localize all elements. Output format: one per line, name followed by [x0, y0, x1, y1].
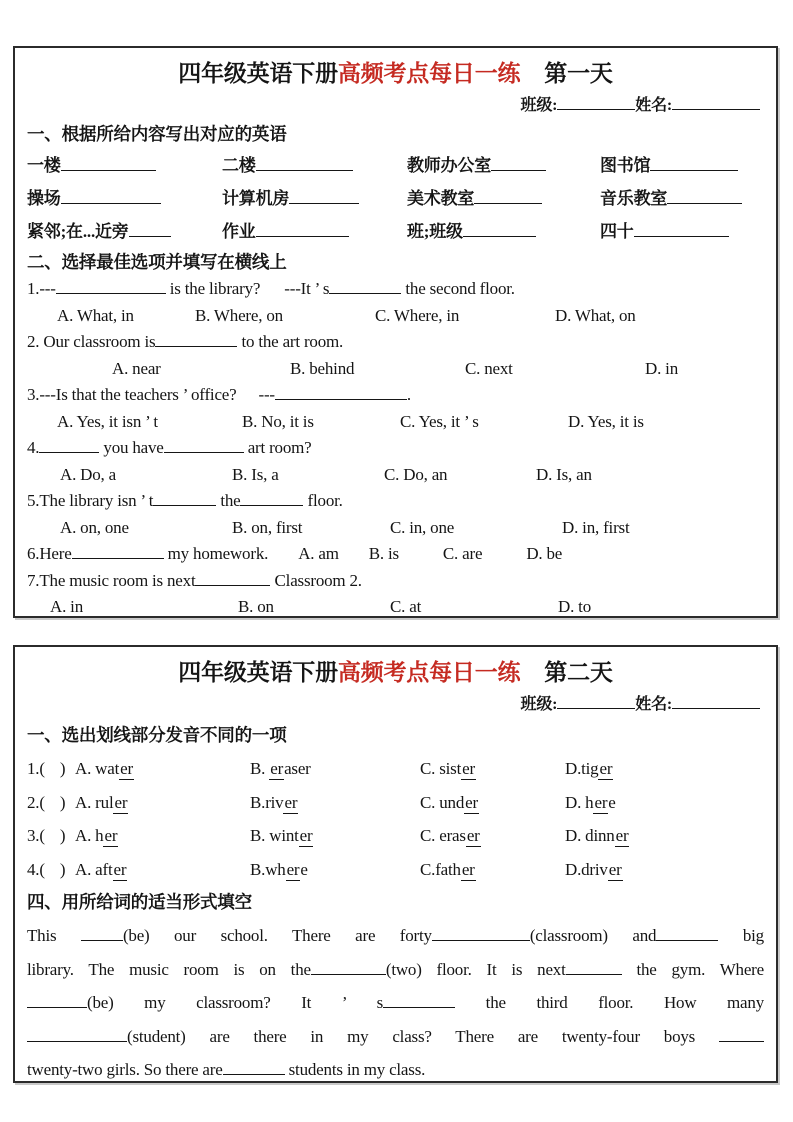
question-6 [27, 541, 764, 568]
text-run: 3.---Is that the teachers ’ office? [27, 385, 237, 404]
text-run: the [216, 491, 241, 510]
text-run: A. wat [75, 759, 120, 778]
underlined-text: er [284, 792, 298, 812]
text-run: the second floor. [401, 279, 515, 298]
text-run: D. Yes, it is [568, 411, 644, 431]
day1-name-label: 姓名: [635, 97, 672, 114]
text-run: 5.The library isn ’ t [27, 491, 154, 510]
text-run: . [406, 385, 411, 404]
cell [250, 786, 420, 820]
cell [57, 409, 242, 436]
vocab-row-1 [27, 149, 764, 182]
day1-title-day: 第一天 [544, 61, 613, 86]
phonics-row-4 [27, 853, 764, 887]
underlined-text: er [461, 859, 475, 879]
cell [565, 819, 685, 853]
blank-line [155, 331, 237, 347]
text-run: 4.( [27, 859, 45, 879]
day1-class-blank [557, 95, 635, 110]
text-run: 2.( [27, 792, 45, 812]
text-run: D. to [558, 597, 592, 616]
text-run: A. near [112, 358, 161, 378]
day2-card [13, 645, 778, 1083]
text-run: 1.( [27, 759, 45, 778]
text-run: A. aft [75, 859, 113, 879]
phonics-row-3 [27, 819, 764, 853]
blank-line [667, 188, 742, 204]
text-run: 2. Our classroom is [27, 332, 156, 351]
cell [242, 409, 400, 436]
cell [400, 409, 568, 436]
blank-line [256, 155, 353, 171]
text-run: (student) are there in my class? There are twenty-four boys [127, 1026, 719, 1046]
text-run: you have [99, 438, 164, 457]
vocab-row-2 [27, 182, 764, 215]
text-run: (be) our school. There are forty [122, 926, 432, 945]
cell [420, 752, 565, 786]
label-text: 紧邻;在...近旁 [27, 222, 129, 241]
cell [555, 303, 665, 330]
text-run: D. in, first [562, 517, 630, 537]
blank-line [27, 1026, 127, 1042]
cell [375, 303, 555, 330]
blank-line [491, 155, 546, 171]
day1-content [27, 119, 764, 621]
text-run: B. behind [290, 358, 355, 378]
spacer [482, 558, 526, 559]
text-run: A. am [298, 544, 339, 563]
cell [27, 149, 222, 182]
blank-line [656, 925, 718, 941]
text-run: ---It ’ s [284, 279, 330, 298]
section-1-heading: 一、根据所给内容写出对应的英语 [27, 124, 287, 144]
blank-line [164, 437, 244, 453]
day1-title [27, 56, 764, 92]
cloze-line-4 [27, 1020, 764, 1054]
cell [232, 462, 384, 489]
spacer [260, 293, 284, 294]
cell [57, 303, 195, 330]
text-run: (classroom) and [529, 926, 657, 945]
text-run: D. Is, an [536, 464, 592, 484]
blank-line [39, 437, 99, 453]
blank-line [650, 155, 738, 171]
question-7 [27, 568, 764, 595]
cell [465, 356, 645, 383]
text-run: 6.Here [27, 544, 72, 563]
question-3-options [27, 409, 764, 436]
text-run: B. Is, a [232, 464, 279, 484]
text-run: the third floor. How many [455, 993, 764, 1012]
cell [536, 462, 646, 489]
blank-line [474, 188, 542, 204]
day2-idline [27, 691, 764, 718]
underlined-text: er [615, 826, 629, 845]
cell [407, 215, 600, 248]
cell [232, 515, 390, 542]
text-run: 1.--- [27, 279, 56, 298]
underlined-text: er [270, 759, 284, 778]
text-run: 7.The music room is next [27, 570, 196, 590]
underlined-text: er [120, 759, 133, 778]
blank-line [195, 570, 270, 586]
text-run: D.driv [565, 859, 608, 879]
text-run: C. are [442, 544, 483, 563]
label-text: 美术教室 [407, 189, 475, 208]
text-run: D. be [526, 544, 563, 563]
blank-line [153, 490, 216, 506]
blank-line [311, 959, 386, 975]
cell [558, 594, 658, 621]
question-5-options [27, 515, 764, 542]
text-run: library. The music room is on the [27, 959, 311, 979]
day1-name-blank [672, 95, 760, 110]
cell [420, 786, 565, 820]
text-run: --- [258, 385, 275, 404]
question-2-options [27, 356, 764, 383]
cell [250, 819, 420, 853]
text-run: is the library? [165, 279, 261, 298]
text-run: C.fath [420, 859, 461, 879]
text-run: to the art room. [237, 332, 344, 351]
cell [75, 819, 250, 853]
spacer [45, 840, 60, 841]
cell [290, 356, 465, 383]
day1-idline [27, 92, 764, 119]
blank-line [383, 992, 455, 1008]
underlined-text: er [462, 759, 475, 778]
cell [390, 594, 558, 621]
blank-line [275, 384, 407, 400]
cell [222, 149, 407, 182]
cell [565, 786, 685, 820]
text-run: 4. [27, 438, 40, 457]
cell [384, 462, 536, 489]
cell [238, 594, 390, 621]
question-7-options [27, 594, 764, 621]
blank-line [463, 221, 536, 237]
label-text: 作业 [222, 222, 256, 241]
cell [645, 356, 725, 383]
cell [407, 182, 600, 215]
cell [27, 786, 75, 820]
underlined-text: er [114, 792, 128, 812]
day2-class-label: 班级: [520, 696, 558, 713]
text-run: A. What, in [57, 305, 134, 325]
cloze-line-5 [27, 1053, 764, 1087]
text-run: B. No, it is [242, 411, 314, 431]
text-run: the gym. Where [621, 959, 764, 979]
underlined-text: er [608, 859, 622, 879]
cell [420, 853, 565, 887]
cloze-line-3 [27, 986, 764, 1020]
blank-line [61, 155, 156, 171]
cell [50, 594, 238, 621]
day1-class-label: 班级: [520, 97, 558, 114]
cloze-line-1 [27, 919, 764, 953]
text-run: C. in, one [390, 517, 455, 537]
text-run: C. next [465, 358, 513, 378]
cell [600, 182, 750, 215]
blank-line [27, 992, 87, 1008]
day1-card [13, 46, 778, 618]
blank-line [256, 221, 349, 237]
text-run: D. in [645, 358, 679, 378]
cell [27, 819, 75, 853]
underlined-text: er [299, 826, 313, 845]
blank-line [61, 188, 161, 204]
text-run: e [608, 792, 616, 812]
question-5 [27, 488, 764, 515]
underlined-text: er [286, 859, 300, 879]
text-run: A. in [50, 597, 84, 616]
cell [27, 215, 222, 248]
cloze-heading: 四、用所给词的适当形式填空 [27, 892, 252, 912]
text-run: This [27, 926, 81, 945]
cell [562, 515, 672, 542]
cell [112, 356, 290, 383]
underlined-text: er [466, 826, 480, 845]
text-run: B.wh [250, 859, 286, 879]
text-run: (be) my classroom? It ’ s [87, 993, 384, 1012]
text-run: e [300, 859, 308, 879]
underlined-text: er [113, 859, 127, 879]
label-text: 一楼 [27, 156, 61, 175]
text-run: (two) floor. It is next [385, 959, 566, 979]
text-run: B. [250, 759, 270, 778]
blank-line [72, 543, 164, 559]
text-run: floor. [303, 491, 343, 510]
day1-title-black: 四年级英语下册 [178, 61, 338, 86]
blank-line [289, 188, 359, 204]
text-run: D. What, on [555, 305, 636, 325]
question-2 [27, 329, 764, 356]
label-text: 图书馆 [600, 156, 651, 175]
blank-line [634, 221, 729, 237]
phonics-heading: 一、选出划线部分发音不同的一项 [27, 725, 287, 745]
text-run: A. rul [75, 792, 114, 812]
cell [27, 853, 75, 887]
blank-line [432, 925, 530, 941]
text-run: C. Where, in [375, 305, 460, 325]
blank-line [129, 221, 171, 237]
text-run: C. sist [420, 759, 462, 778]
label-text: 操场 [27, 189, 61, 208]
text-run: C. eras [420, 826, 466, 845]
text-run: my homework. [163, 544, 269, 563]
blank-line [223, 1059, 285, 1075]
cell [60, 515, 232, 542]
cell [407, 149, 600, 182]
cell [565, 853, 685, 887]
label-text: 音乐教室 [600, 189, 668, 208]
text-run: A. h [75, 826, 104, 845]
text-run: C. Do, an [384, 464, 448, 484]
text-run: A. Yes, it isn ’ t [57, 411, 158, 431]
day2-class-blank [557, 694, 635, 709]
spacer [45, 874, 60, 875]
spacer [45, 807, 60, 808]
text-run: B. Where, on [195, 305, 283, 325]
text-run: big [718, 926, 764, 945]
text-run: B. is [368, 544, 399, 563]
text-run: C. at [390, 597, 422, 616]
day2-title [27, 655, 764, 691]
label-text: 班;班级 [407, 222, 463, 241]
text-run: students in my class. [284, 1060, 426, 1079]
day2-title-black: 四年级英语下册 [178, 660, 338, 685]
blank-line [329, 278, 401, 294]
text-run: B.riv [250, 792, 284, 812]
blank-line [56, 278, 166, 294]
blank-line [719, 1026, 764, 1042]
underlined-text: er [104, 826, 118, 845]
text-run: D.tig [565, 759, 599, 778]
text-run: ) [59, 826, 66, 845]
cell [75, 752, 250, 786]
day2-name-label: 姓名: [635, 696, 672, 713]
text-run: ) [59, 792, 66, 812]
question-3 [27, 382, 764, 409]
cell [565, 752, 685, 786]
cell [390, 515, 562, 542]
section-2-heading: 二、选择最佳选项并填写在横线上 [27, 252, 287, 272]
cell [568, 409, 678, 436]
question-4-options [27, 462, 764, 489]
text-run: twenty-two girls. So there are [27, 1060, 223, 1079]
cell [222, 182, 407, 215]
spacer [45, 773, 60, 774]
text-run: B. on, first [232, 517, 303, 537]
blank-line [81, 925, 123, 941]
spacer [339, 558, 369, 559]
label-text: 四十 [600, 222, 634, 241]
text-run: Classroom 2. [270, 570, 362, 590]
text-run: A. on, one [60, 517, 129, 537]
day2-name-blank [672, 694, 760, 709]
label-text: 教师办公室 [407, 156, 491, 175]
phonics-row-2 [27, 786, 764, 820]
vocab-row-3 [27, 215, 764, 248]
cell [27, 182, 222, 215]
spacer [268, 558, 298, 559]
underlined-text: er [594, 792, 608, 812]
cell [600, 215, 750, 248]
blank-line [566, 959, 622, 975]
label-text: 计算机房 [222, 189, 290, 208]
cloze-line-2 [27, 953, 764, 987]
text-run: D. h [565, 792, 594, 812]
cell [250, 752, 420, 786]
cell [420, 819, 565, 853]
cell [222, 215, 407, 248]
text-run: aser [284, 759, 311, 778]
cell [195, 303, 375, 330]
text-run: 3.( [27, 826, 45, 845]
text-run: ) [59, 759, 66, 778]
cell [60, 462, 232, 489]
day1-title-red: 高频考点每日一练 [337, 61, 521, 86]
cell [75, 786, 250, 820]
day2-title-day: 第二天 [544, 660, 613, 685]
day2-content [27, 718, 764, 1087]
underlined-text: er [465, 792, 478, 812]
spacer [399, 558, 443, 559]
text-run: A. Do, a [60, 464, 116, 484]
text-run: B. on [238, 597, 274, 616]
text-run: ) [59, 859, 66, 879]
question-1 [27, 276, 764, 303]
blank-line [240, 490, 303, 506]
text-run: C. Yes, it ’ s [400, 411, 479, 431]
cell [75, 853, 250, 887]
cell [27, 752, 75, 786]
text-run: D. dinn [565, 826, 615, 845]
text-run: B. wint [250, 826, 299, 845]
day2-title-red: 高频考点每日一练 [337, 660, 521, 685]
text-run: art room? [243, 438, 312, 457]
phonics-row-1 [27, 752, 764, 786]
question-4 [27, 435, 764, 462]
underlined-text: er [599, 759, 613, 778]
question-1-options [27, 303, 764, 330]
text-run: C. und [420, 792, 465, 812]
label-text: 二楼 [222, 156, 256, 175]
spacer [236, 399, 258, 400]
cell [600, 149, 750, 182]
cell [250, 853, 420, 887]
